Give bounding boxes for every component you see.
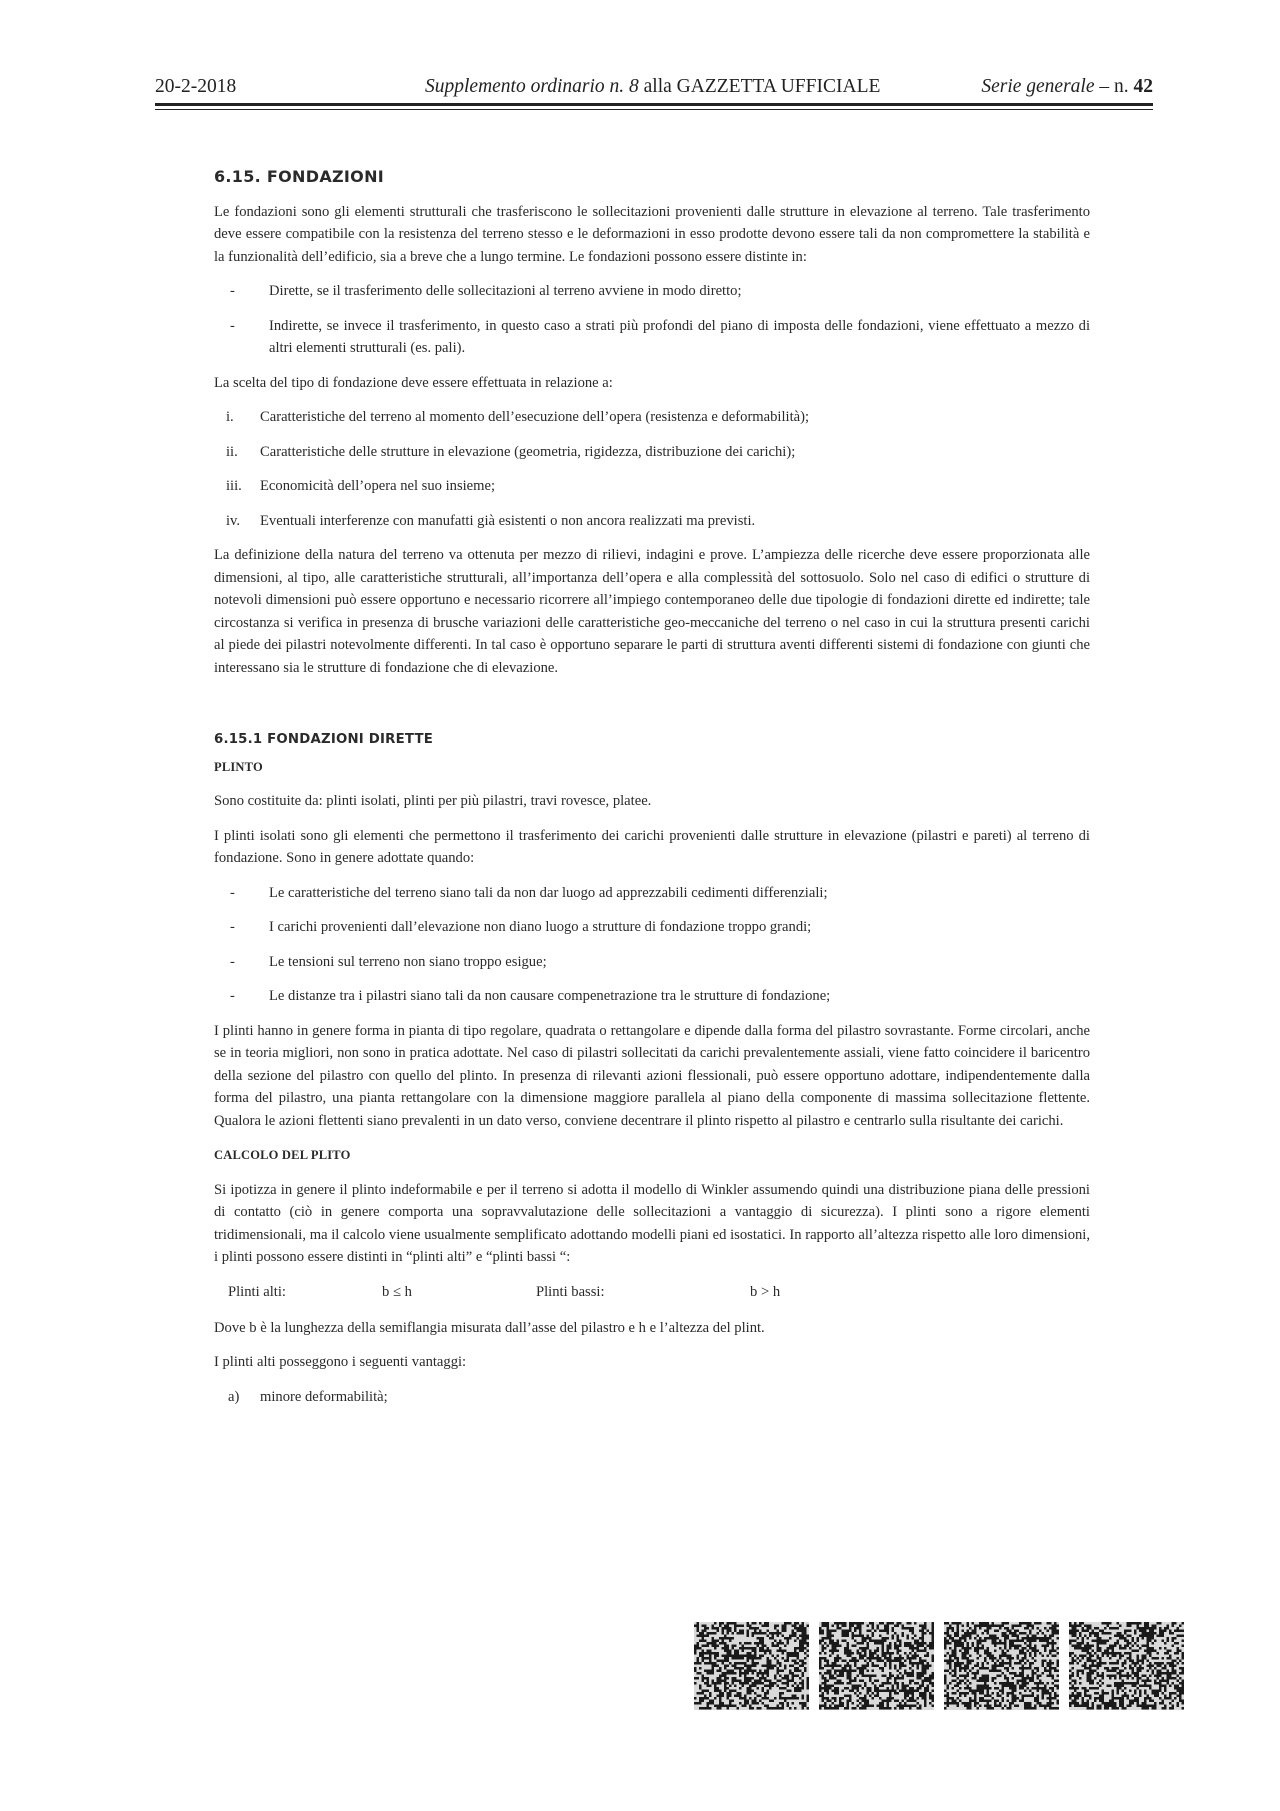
header-supplement-italic: Supplemento ordinario n. 8: [425, 76, 639, 97]
plinth-high-condition: b ≤ h: [382, 1283, 412, 1300]
header-series-italic: Serie generale: [981, 76, 1095, 97]
plinth-low-condition: b > h: [750, 1283, 781, 1300]
plinto-label: PLINTO: [214, 759, 263, 774]
list-marker: iv.: [226, 512, 241, 529]
list-marker: ii.: [226, 443, 238, 460]
list-item: [214, 951, 1090, 974]
calc-label: CALCOLO DEL PLITO: [214, 1148, 351, 1162]
header-series: [981, 76, 1153, 98]
list-marker: -: [230, 884, 235, 901]
list-item-text: Indirette, se invece il trasferimento, in questo caso a strati più profondi del piano di imposta delle fondazioni, viene effettuato a mezzo di altri elementi strutturali (es. pali).: [269, 317, 1090, 356]
list-marker: a): [228, 1388, 240, 1405]
barcode-block: [819, 1622, 934, 1710]
list-item-text: Economicità dell’opera nel suo insieme;: [260, 478, 496, 494]
list-item-text: Le tensioni sul terreno non siano troppo esigue;: [269, 953, 547, 970]
barcode-block: [944, 1622, 1059, 1710]
isolated-plinths-paragraph: I plinti isolati sono gli elementi che permettono il trasferimento dei carichi provenienti dalle strutture in elevazione (pilastri e pareti) al terreno di fondazione. Sono in genere adottate quando:: [214, 827, 1090, 866]
document-body: [214, 160, 1090, 1420]
header-series-number: 42: [1133, 76, 1153, 97]
list-marker: -: [230, 283, 235, 299]
choice-intro: La scelta del tipo di fondazione deve essere effettuata in relazione a:: [214, 374, 613, 391]
plinth-low-label: Plinti bassi:: [536, 1283, 605, 1300]
header-series-sep: – n.: [1094, 76, 1134, 97]
shape-paragraph: I plinti hanno in genere forma in pianta di tipo regolare, quadrata o rettangolare e dipende dalla forma del pilastro sovrastante. Forme circolari, anche se in teoria migliori, non sono in pratica adottate. Nel caso di pilastri sollecitati da carichi prevalentemente assiali, viene fatto coincidere il baricentro della sezione del pilastro con quello del plinto. In presenza di rilevanti azioni flessionali, può essere opportuno adottare, indipendentemente dalla forma del pilastro, una pianta rettangolare con la dimensione maggiore parallela al piano della componente di massima sollecitazione flettente. Qualora le azioni flettenti siano prevalenti in un dato verso, conviene decentrare il plinto rispetto al pilastro e centrarlo sulla risultante dei carichi.: [214, 1022, 1090, 1129]
list-item: [214, 441, 1090, 464]
barcode-strip: [694, 1622, 1184, 1710]
list-item-text: I carichi provenienti dall’elevazione non diano luogo a strutture di fondazione troppo grandi;: [269, 919, 812, 935]
header-rule-thick: [155, 103, 1153, 106]
list-item: [214, 475, 1090, 498]
calc-paragraph: Si ipotizza in genere il plinto indeformabile e per il terreno si adotta il modello di Winkler assumendo quindi una distribuzione piana delle pressioni di contatto (ciò in genere comporta una sopravvalutazione delle sollecitazioni a vantaggio di sicurezza). I plinti sono a rigore elementi tridimensionali, ma il calcolo viene usualmente semplificato adottando modelli piani ed isostatici. In rapporto all’altezza rispetto alle loro dimensioni, i plinti possono essere distinti in “plinti alti” e “plinti bassi “:: [214, 1181, 1090, 1265]
intro-paragraph: Le fondazioni sono gli elementi strutturali che trasferiscono le sollecitazioni provenienti dalle strutture in elevazione al terreno. Tale trasferimento deve essere compatibile con la resistenza del terreno stesso e le deformazioni in esso prodotte devono essere tali da non compromettere la stabilità e la funzionalità dell’edificio, sia a breve che a lungo termine. Le fondazioni possono essere distinte in:: [214, 203, 1090, 265]
advantages-intro: I plinti alti posseggono i seguenti vantaggi:: [214, 1354, 467, 1370]
terrain-paragraph: La definizione della natura del terreno va ottenuta per mezzo di rilievi, indagini e prove. L’ampiezza delle ricerche deve essere proporzionata alle dimensioni, al tipo, alle caratteristiche strutturali, all’importanza dell’opera e alla complessità del sottosuolo. Solo nel caso di edifici o strutture di notevoli dimensioni può essere opportuno e necessario ricorrere all’impiego contemporaneo delle due tipologie di fondazioni dirette ed indirette; tale circostanza si verifica in presenza di brusche variazioni delle caratteristiche geo-meccaniche del terreno o nel caso in cui la struttura presenti carichi al piede dei pilastri notevolmente differenti. In tal caso è opportuno separare le parti di struttura aventi differenti sistemi di fondazione con giunti che interessano sia le strutture di fondazione che di elevazione.: [214, 547, 1090, 676]
section-title: 6.15. FONDAZIONI: [214, 167, 385, 186]
list-item: [214, 510, 1090, 533]
list-marker: i.: [226, 409, 234, 425]
definition-paragraph: Dove b è la lunghezza della semiflangia misurata dall’asse del pilastro e h e l’altezza del plint.: [214, 1319, 765, 1336]
foundation-types-list: [214, 280, 1090, 360]
list-item: [214, 916, 1090, 939]
conditions-list: [214, 882, 1090, 1008]
list-item: [214, 315, 1090, 360]
choice-criteria-list: [214, 406, 1090, 532]
header-date: 20-2-2018: [155, 76, 237, 97]
list-item-text: Eventuali interferenze con manufatti già esistenti o non ancora realizzati ma previsti.: [260, 512, 756, 529]
list-item: [214, 280, 1090, 303]
list-marker: -: [230, 317, 235, 334]
header-publication: [425, 76, 880, 98]
list-marker: iii.: [226, 478, 242, 494]
list-item-text: Caratteristiche del terreno al momento dell’esecuzione dell’opera (resistenza e deformabilità);: [260, 409, 810, 425]
plinth-high-label: Plinti alti:: [228, 1283, 286, 1300]
list-item: [214, 1386, 1090, 1409]
barcode-block: [1069, 1622, 1184, 1710]
list-item-text: Le caratteristiche del terreno siano tali da non dar luogo ad apprezzabili cedimenti differenziali;: [269, 884, 828, 901]
list-item-text: Dirette, se il trasferimento delle sollecitazioni al terreno avviene in modo diretto;: [269, 283, 742, 299]
list-marker: -: [230, 988, 235, 1004]
plinth-classes-row: [214, 1281, 1090, 1303]
barcode-block: [694, 1622, 809, 1710]
header-rule-thin: [155, 109, 1153, 110]
advantages-list: [214, 1386, 1090, 1409]
list-item: [214, 406, 1090, 429]
page-header: [155, 76, 1153, 104]
list-marker: -: [230, 953, 235, 970]
header-supplement-rest: alla GAZZETTA UFFICIALE: [638, 76, 881, 97]
subsection-title: 6.15.1 FONDAZIONI DIRETTE: [214, 732, 434, 747]
list-item-text: minore deformabilità;: [260, 1388, 388, 1405]
barcode-icon: [694, 1622, 1184, 1710]
list-item-text: Le distanze tra i pilastri siano tali da non causare compenetrazione tra le strutture di fondazione;: [269, 988, 831, 1004]
list-item: [214, 882, 1090, 905]
list-marker: -: [230, 919, 235, 935]
list-item-text: Caratteristiche delle strutture in elevazione (geometria, rigidezza, distribuzione dei carichi);: [260, 443, 796, 460]
composition-paragraph: Sono costituite da: plinti isolati, plinti per più pilastri, travi rovesce, platee.: [214, 793, 652, 809]
list-item: [214, 985, 1090, 1008]
